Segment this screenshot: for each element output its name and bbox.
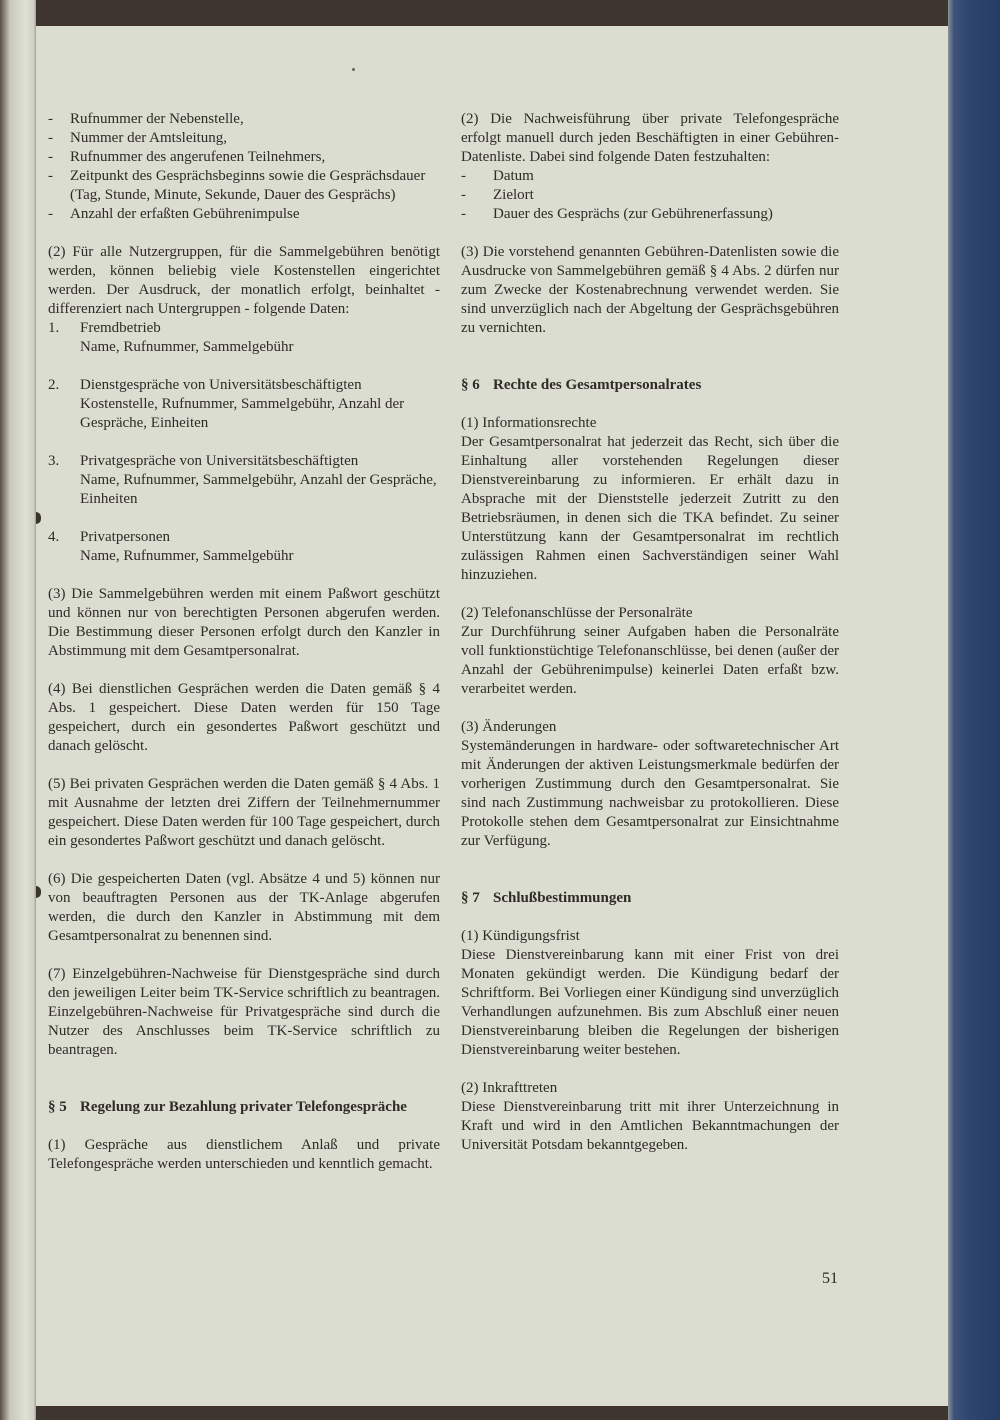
paragraph: (6) Die gespeicherten Daten (vgl. Absätze 4 und 5) können nur von beauftragten Personen aus der TK-Anlage abgerufen werden, die durch den Kanzler in Abstimmung mit dem Gesamtpersonalrat zu benennen sind. [48,871,440,944]
binding-left-edge [0,0,36,1420]
paragraph: (2) Für alle Nutzergruppen, für die Sammelgebühren benötigt werden, können beliebig viele Kostenstellen eingerichtet werden. Der Ausdruck, der monatlich erfolgt, beinhaltet - differenziert nach Untergruppen - folgende Daten: [48,244,440,317]
list-item: - Anzahl der erfaßten Gebührenimpulse [48,206,300,222]
paragraph: (3) Die vorstehend genannten Gebühren-Datenlisten sowie die Ausdrucke von Sammelgebühren gemäß § 4 Abs. 2 dürfen nur zum Zwecke der Kostenabrechnung verwendet werden. Sie sind unverzüglich nach der Abgeltung der Gesprächsgebühren zu vernichten. [461,244,839,336]
list-item: - Datum [461,168,534,184]
paragraph: (4) Bei dienstlichen Gesprächen werden die Daten gemäß § 4 Abs. 1 gespeichert. Diese Daten werden für 150 Tage gespeichert, durch ein gesondertes Paßwort geschützt und danach gelöscht. [48,681,440,754]
group-item: 4. Privatpersonen Name, Rufnummer, Sammelgebühr [48,529,294,564]
section-heading: § 7 Schlußbestimmungen [461,890,632,906]
list-item: - Dauer des Gesprächs (zur Gebührenerfassung) [461,206,773,222]
page-number: 51 [822,1270,838,1287]
list-item: - Nummer der Amtsleitung, [48,130,228,146]
document-page [36,26,948,1406]
paragraph: (7) Einzelgebühren-Nachweise für Dienstgespräche sind durch den jeweiligen Leiter beim TK-Service schriftlich zu beantragen. Einzelgebühren-Nachweise für Privatgespräche sind durch die Nutzer des Anschlusses beim TK-Service schriftlich zu beantragen. [48,966,440,1058]
list-item: - Zeitpunkt des Gesprächsbeginns sowie die Gesprächsdauer (Tag, Stunde, Minute, Sekunde, Dauer des Gesprächs) [48,168,426,203]
list-item: - Zielort [461,187,534,203]
section-heading: § 5 Regelung zur Bezahlung privater Telefongespräche [48,1099,407,1115]
paragraph: Diese Dienstvereinbarung kann mit einer Frist von drei Monaten gekündigt werden. Die Kündigung bedarf der Schriftform. Bei Vorliegen einer Kündigung sind unverzüglich Verhandlungen aufzunehmen. Bis zum Abschluß einer neuen Dienstvereinbarung bleiben die Regelungen der bisherigen Dienstvereinbarung weiter bestehen. [461,947,839,1058]
subsection-title: (1) Kündigungsfrist [461,928,580,944]
subsection-title: (2) Telefonanschlüsse der Personalräte [461,605,693,621]
paragraph: Zur Durchführung seiner Aufgaben haben die Personalräte voll funktionstüchtige Telefonanschlüsse, bei denen (außer der Anzahl der Gebührenimpulse) keinerlei Daten erfaßt bzw. verarbeitet werden. [461,624,839,697]
list-item: - Rufnummer der Nebenstelle, [48,111,244,127]
group-item: 3. Privatgespräche von Universitätsbeschäftigten Name, Rufnummer, Sammelgebühr, Anzahl der Gespräche, Einheiten [48,453,437,507]
list-item: - Rufnummer des angerufenen Teilnehmers, [48,149,326,165]
paragraph: (5) Bei privaten Gesprächen werden die Daten gemäß § 4 Abs. 1 mit Ausnahme der letzten drei Ziffern der Teilnehmernummer gespeichert. Diese Daten werden für 100 Tage gespeichert, durch ein gesondertes Paßwort geschützt und danach gelöscht. [48,776,440,849]
subsection-title: (3) Änderungen [461,719,557,735]
left-column [48,110,440,1174]
group-item: 2. Dienstgespräche von Universitätsbeschäftigten Kostenstelle, Rufnummer, Sammelgebühr, Anzahl der Gespräche, Einheiten [48,377,405,431]
book-cover-edge [948,0,1000,1420]
paragraph: Diese Dienstvereinbarung tritt mit ihrer Unterzeichnung in Kraft und wird in den Amtlichen Bekanntmachungen der Universität Potsdam bekanntgegeben. [461,1099,839,1153]
paragraph: (2) Die Nachweisführung über private Telefongespräche erfolgt manuell durch jeden Beschäftigten in einer Gebühren-Datenliste. Dabei sind folgende Daten festzuhalten: [461,111,839,165]
print-mark [352,68,355,71]
group-item: 1. Fremdbetrieb Name, Rufnummer, Sammelgebühr [48,320,294,355]
subsection-title: (2) Inkrafttreten [461,1080,558,1096]
paragraph: (3) Die Sammelgebühren werden mit einem Paßwort geschützt und können nur von berechtigten Personen abgerufen werden. Die Bestimmung dieser Personen erfolgt durch den Kanzler in Abstimmung mit dem Gesamtpersonalrat. [48,586,440,659]
paragraph: (1) Gespräche aus dienstlichem Anlaß und private Telefongespräche werden unterschieden und kenntlich gemacht. [48,1137,440,1172]
right-column [461,110,839,1155]
subsection-title: (1) Informationsrechte [461,415,597,431]
paragraph: Systemänderungen in hardware- oder softwaretechnischer Art mit Änderungen der aktiven Leistungsmerkmale bedürfen der vorherigen Zustimmung durch den Gesamtpersonalrat. Sie sind nach Zustimmung nachweisbar zu protokollieren. Diese Protokolle stehen dem Gesamtpersonalrat zur Einsichtnahme zur Verfügung. [461,738,839,849]
paragraph: Der Gesamtpersonalrat hat jederzeit das Recht, sich über die Einhaltung aller vorstehenden Regelungen dieser Dienstvereinbarung zu informieren. Er erhält dazu in Absprache mit der Dienststelle jederzeit Zutritt zu den Betriebsräumen, in denen sich die TKA befindet. Zu seiner Unterstützung kann der Gesamtpersonalrat im rechtlich zulässigen Rahmen einen Sachverständigen seiner Wahl hinzuziehen. [461,434,839,583]
section-heading: § 6 Rechte des Gesamtpersonalrates [461,377,702,393]
